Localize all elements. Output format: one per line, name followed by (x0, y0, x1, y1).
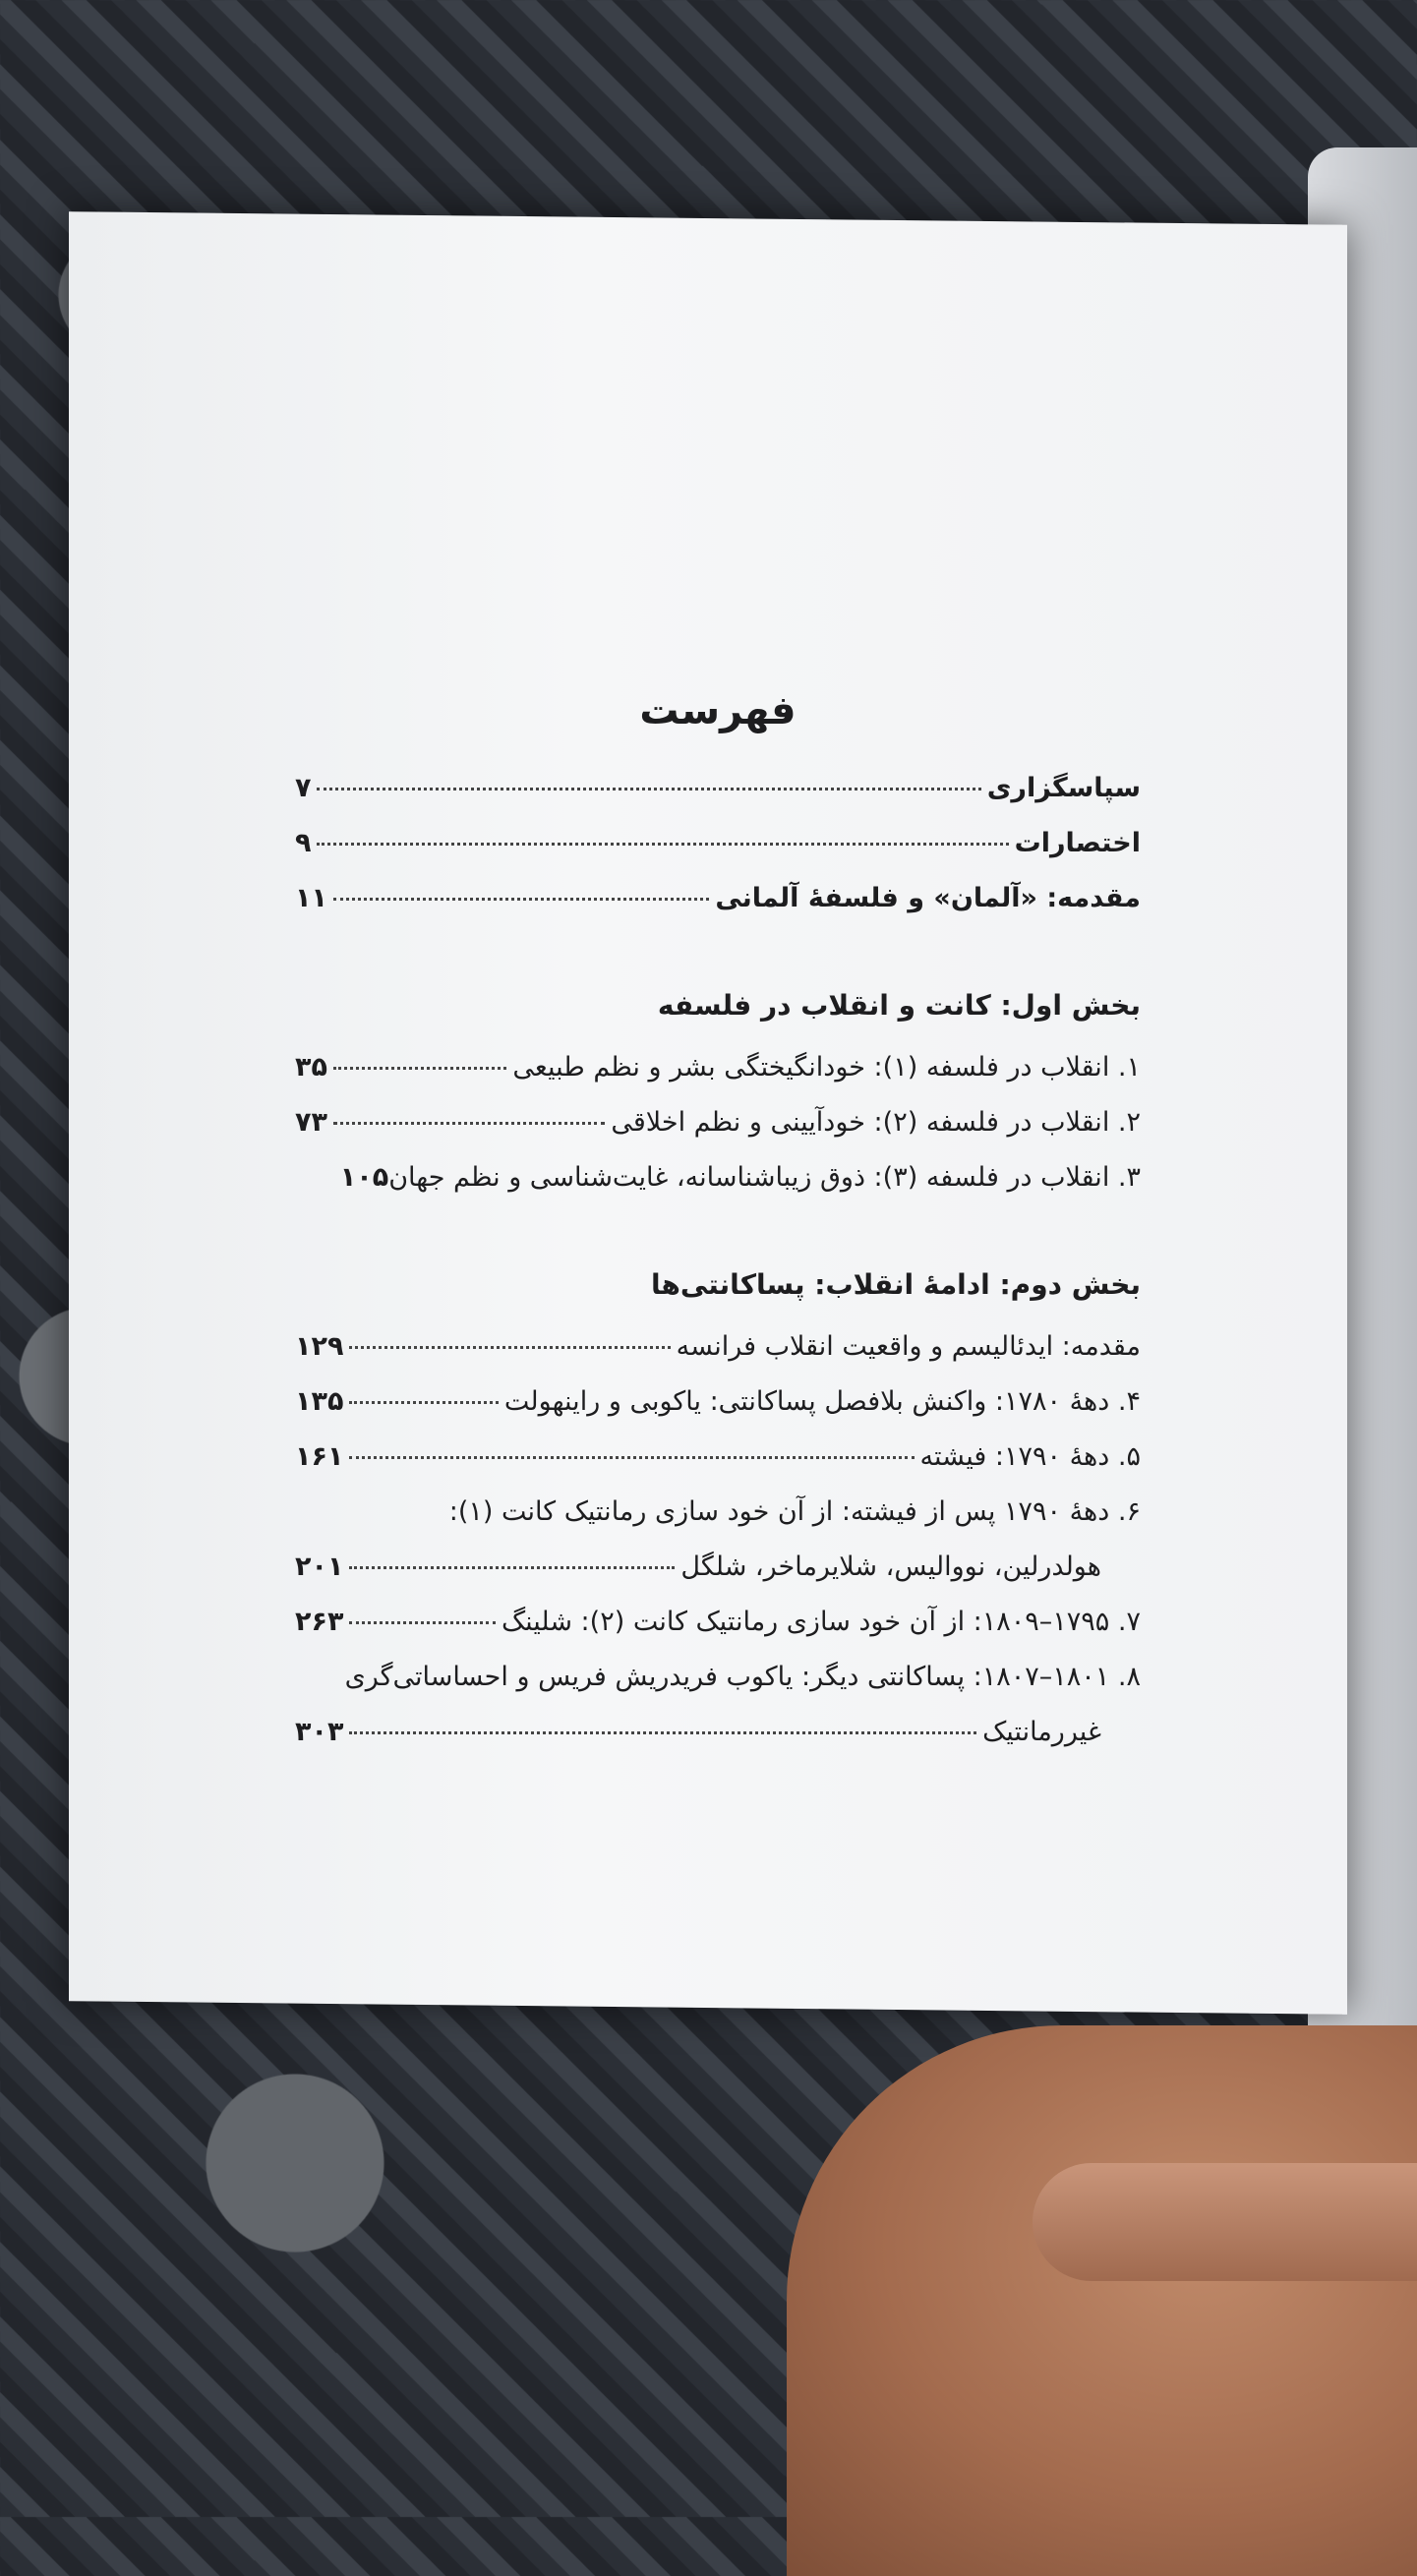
part2-heading: بخش دوم: ادامهٔ انقلاب: پساکانتی‌ها (650, 1268, 1141, 1301)
table-of-contents (295, 688, 1141, 1772)
toc-entry: ۴. دههٔ ۱۷۸۰: واکنش بلافصل پساکانتی: یاکوبی و راینهولت ۱۳۵ (295, 1386, 1141, 1417)
toc-entry: مقدمه: ایدئالیسم و واقعیت انقلاب فرانسه ۱۲۹ (295, 1331, 1141, 1362)
hand (787, 2025, 1417, 2576)
toc-entry: ۳. انقلاب در فلسفه (۳): ذوق زیباشناسانه، غایت‌شناسی و نظم جهان ۱۰۵ (339, 1162, 1141, 1193)
toc-entry: ۸. ۱۸۰۱–۱۸۰۷: پساکانتی دیگر: یاکوب فریدریش فریس و احساساتی‌گری (344, 1662, 1141, 1692)
toc-entry: ۷. ۱۷۹۵–۱۸۰۹: از آن خود سازی رمانتیک کانت (۲): شلینگ ۲۶۳ (295, 1607, 1141, 1637)
toc-entry: ۱. انقلاب در فلسفه (۱): خودانگیختگی بشر و نظم طبیعی ۳۵ (295, 1052, 1141, 1083)
part1-heading: بخش اول: کانت و انقلاب در فلسفه (657, 989, 1141, 1022)
toc-entry: ۶. دههٔ ۱۷۹۰ پس از فیشته: از آن خود سازی رمانتیک کانت (۱): (448, 1496, 1141, 1527)
toc-title: فهرست (639, 688, 797, 733)
toc-entry-abbreviations: اختصارات ۹ (295, 828, 1141, 858)
toc-entry-acknowledgments: سپاسگزاری ۷ (295, 773, 1141, 803)
toc-entry-continuation: هولدرلین، نووالیس، شلایرماخر، شلگل ۲۰۱ (295, 1551, 1101, 1582)
hand-finger (1033, 2163, 1417, 2281)
toc-entry: ۵. دههٔ ۱۷۹۰: فیشته ۱۶۱ (295, 1441, 1141, 1472)
toc-entry-introduction: مقدمه: «آلمان» و فلسفهٔ آلمانی ۱۱ (295, 883, 1141, 913)
toc-entry-continuation: غیررمانتیک ۳۰۳ (295, 1717, 1101, 1747)
toc-entry: ۲. انقلاب در فلسفه (۲): خودآیینی و نظم اخلاقی ۷۳ (295, 1107, 1141, 1138)
